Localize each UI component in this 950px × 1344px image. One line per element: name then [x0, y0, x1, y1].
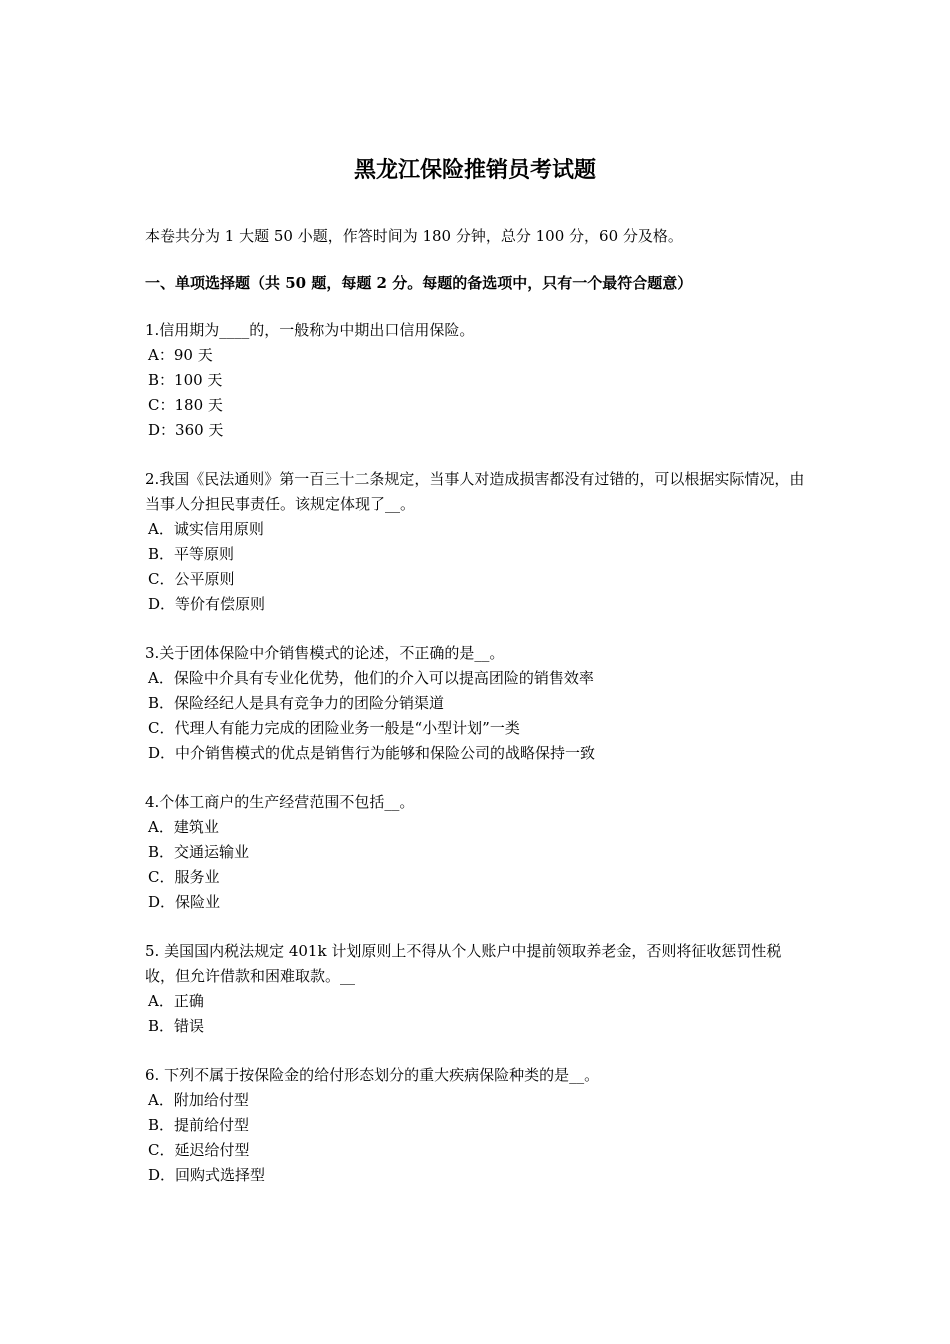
question-6 — [145, 1063, 810, 1188]
question-stem: 6. 下列不属于按保险金的给付形态划分的重大疾病保险种类的是__。 — [145, 1066, 600, 1084]
option-a: A．建筑业 — [148, 818, 219, 836]
option-d: D：360 天 — [148, 421, 224, 439]
question-stem: 2.我国《民法通则》第一百三十二条规定，当事人对造成损害都没有过错的，可以根据实际情况，由当事人分担民事责任。该规定体现了__。 — [145, 470, 805, 513]
option-d: D．回购式选择型 — [148, 1166, 266, 1184]
option-b: B．提前给付型 — [148, 1116, 250, 1134]
option-b: B．错误 — [148, 1017, 205, 1035]
option-a: A．保险中介具有专业化优势，他们的介入可以提高团险的销售效率 — [148, 669, 594, 687]
option-list — [145, 815, 810, 915]
question-1 — [145, 318, 810, 443]
option-d: D．保险业 — [148, 893, 221, 911]
option-a: A．诚实信用原则 — [148, 520, 264, 538]
exam-intro: 本卷共分为 1 大题 50 小题，作答时间为 180 分钟，总分 100 分，60 分及格。 — [145, 227, 683, 245]
option-list — [145, 666, 810, 766]
option-a: A．正确 — [148, 992, 204, 1010]
option-d: D．中介销售模式的优点是销售行为能够和保险公司的战略保持一致 — [148, 744, 596, 762]
question-stem: 3.关于团体保险中介销售模式的论述，不正确的是__。 — [145, 644, 505, 662]
question-2 — [145, 467, 810, 617]
section-heading: 一、单项选择题（共 50 题，每题 2 分。每题的备选项中，只有一个最符合题意） — [145, 274, 693, 292]
option-c: C．代理人有能力完成的团险业务一般是“小型计划”一类 — [148, 719, 520, 737]
question-stem: 4.个体工商户的生产经营范围不包括__。 — [145, 793, 415, 811]
document-body — [145, 224, 810, 1212]
option-c: C：180 天 — [148, 396, 223, 414]
question-stem: 5. 美国国内税法规定 401k 计划原则上不得从个人账户中提前领取养老金，否则将征收惩罚性税收，但允许借款和困难取款。__ — [145, 942, 782, 985]
option-c: C．服务业 — [148, 868, 220, 886]
option-b: B：100 天 — [148, 371, 223, 389]
option-c: C．公平原则 — [148, 570, 235, 588]
question-stem: 1.信用期为____的，一般称为中期出口信用保险。 — [145, 321, 475, 339]
question-3 — [145, 641, 810, 766]
option-d: D．等价有偿原则 — [148, 595, 266, 613]
option-b: B．保险经纪人是具有竞争力的团险分销渠道 — [148, 694, 445, 712]
option-list — [145, 343, 810, 443]
option-a: A：90 天 — [148, 346, 213, 364]
option-list — [145, 989, 810, 1039]
option-b: B．平等原则 — [148, 545, 235, 563]
option-list — [145, 1088, 810, 1188]
document-title: 黑龙江保险推销员考试题 — [353, 157, 596, 183]
option-c: C．延迟给付型 — [148, 1141, 250, 1159]
option-b: B．交通运输业 — [148, 843, 250, 861]
option-a: A．附加给付型 — [148, 1091, 249, 1109]
question-4 — [145, 790, 810, 915]
question-5 — [145, 939, 810, 1039]
option-list — [145, 517, 810, 617]
